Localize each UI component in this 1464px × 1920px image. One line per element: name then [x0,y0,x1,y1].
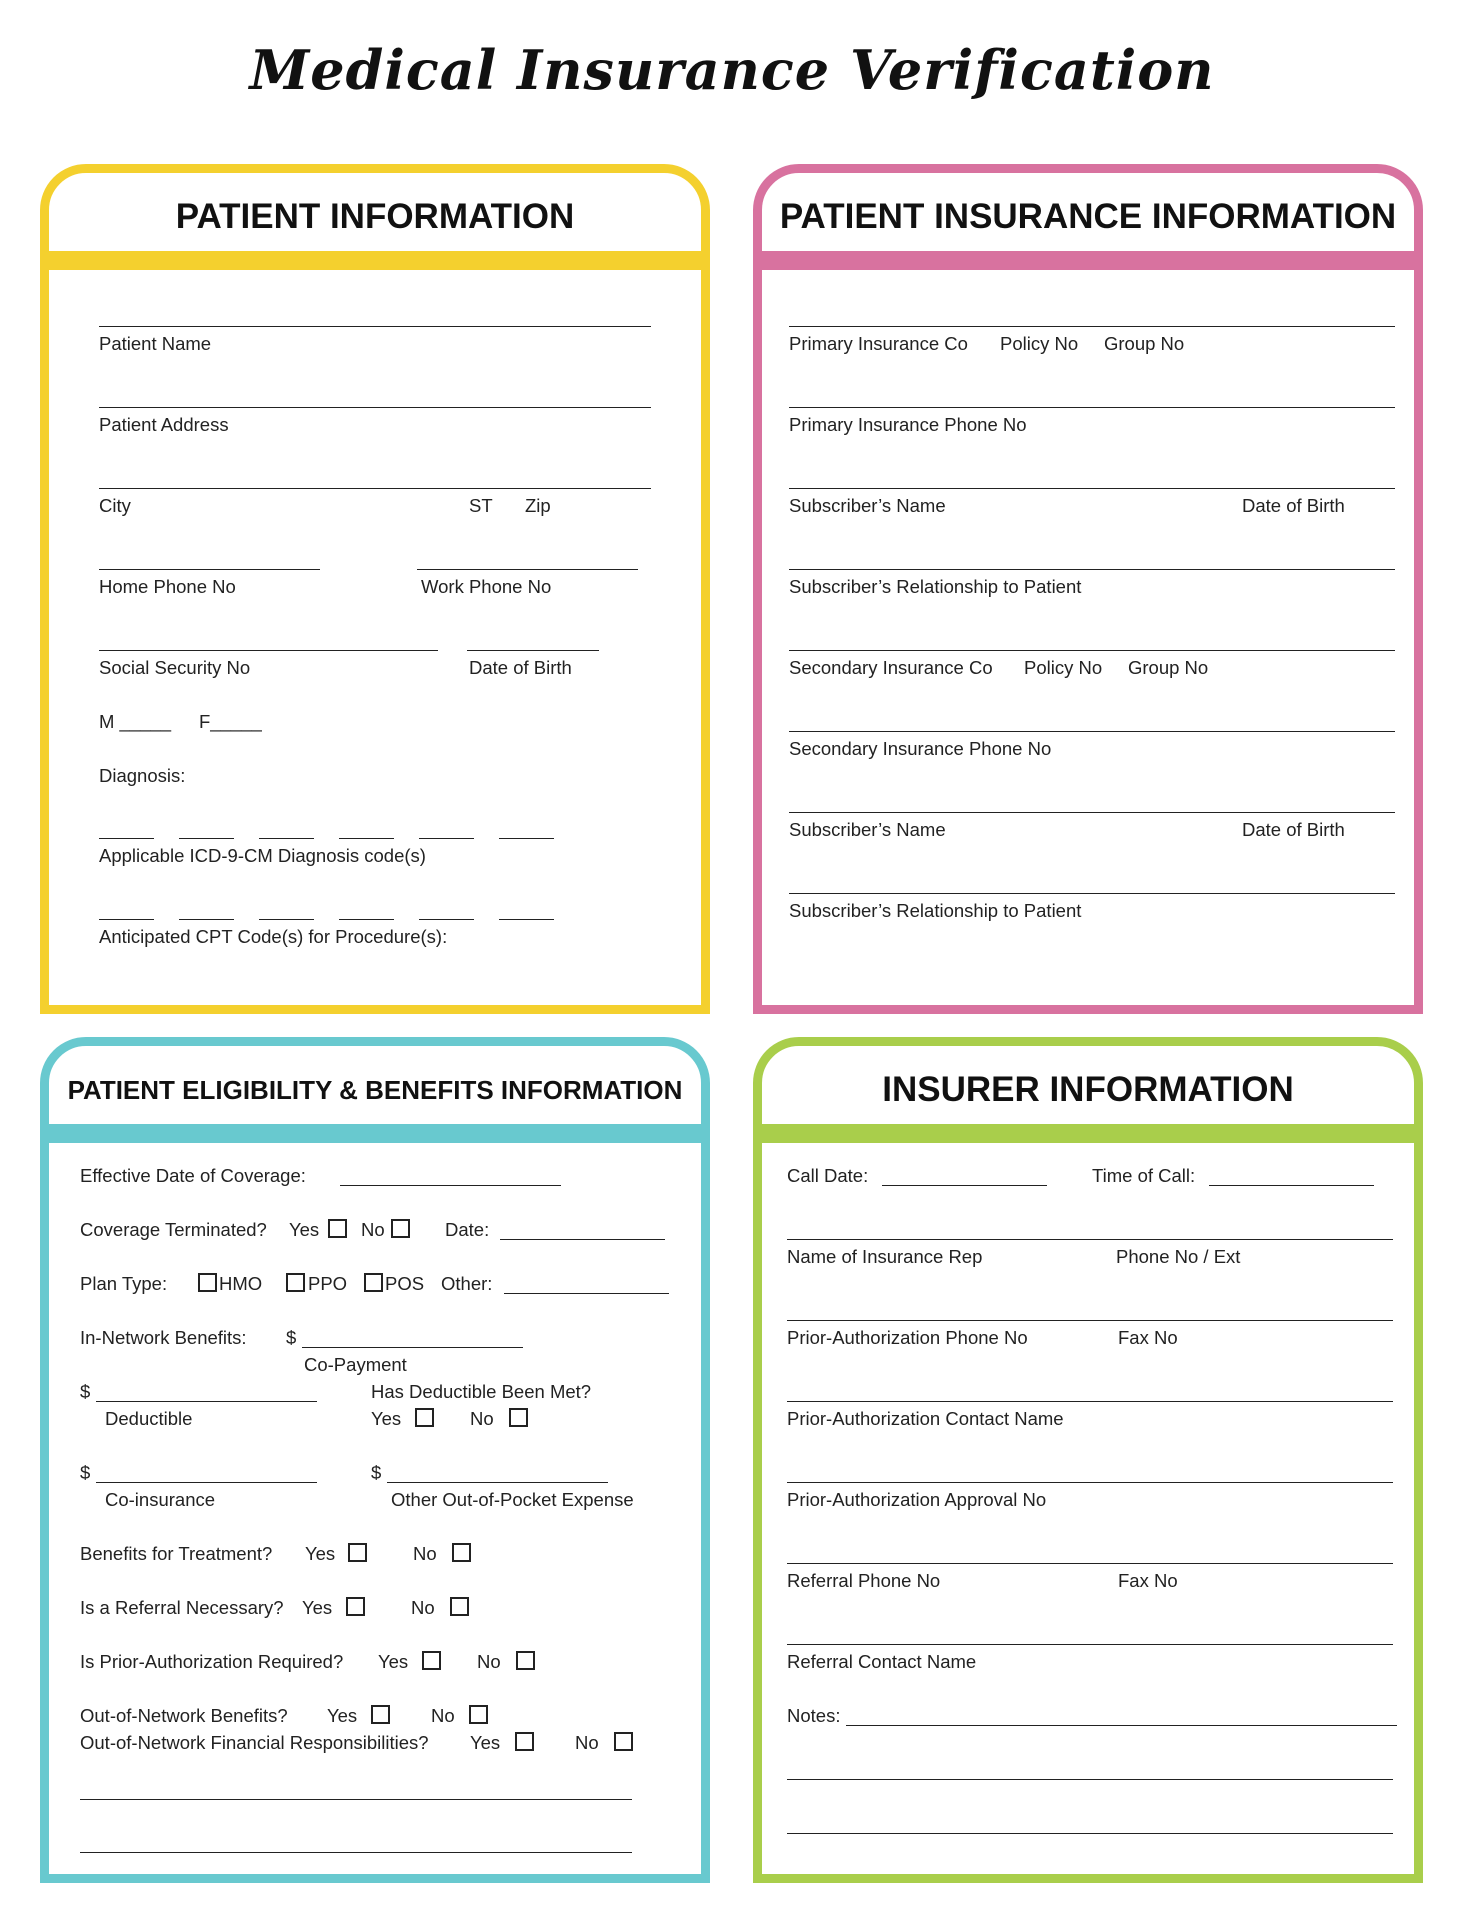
out-network-no-checkbox[interactable] [469,1705,488,1724]
cpt-label: Anticipated CPT Code(s) for Procedure(s): [99,926,448,947]
cpt-code-line[interactable] [259,919,314,920]
out-network-yes-checkbox[interactable] [371,1705,390,1724]
deductible-met-yes-checkbox[interactable] [415,1408,434,1427]
yes-label: Yes [305,1543,336,1564]
page-title: Medical Insurance Verification [249,38,1215,102]
notes-line[interactable] [80,1852,632,1853]
time-of-call-line[interactable] [1209,1185,1374,1186]
call-date-label: Call Date: [787,1165,869,1186]
phone-ext-label: Phone No / Ext [1116,1246,1241,1267]
city-label: City [99,495,131,516]
cpt-code-line[interactable] [339,919,394,920]
relationship-label: Subscriber’s Relationship to Patient [789,576,1082,597]
subscriber-dob-label: Date of Birth [1242,819,1345,840]
work-phone-line[interactable] [417,569,638,570]
out-network-financial-no-checkbox[interactable] [614,1732,633,1751]
insurance-rep-line[interactable] [787,1239,1393,1240]
patient-name-line[interactable] [99,326,651,327]
yes-label: Yes [378,1651,409,1672]
cpt-code-line[interactable] [179,919,234,920]
icd-code-line[interactable] [259,838,314,839]
patient-address-line[interactable] [99,407,651,408]
co-payment-label: Co-Payment [304,1354,407,1375]
city-line[interactable] [99,488,651,489]
time-of-call-label: Time of Call: [1092,1165,1196,1186]
card-title: PATIENT INSURANCE INFORMATION [779,197,1397,236]
prior-auth-phone-line[interactable] [787,1320,1393,1321]
relationship-label: Subscriber’s Relationship to Patient [789,900,1082,921]
dollar-sign: $ [371,1462,382,1483]
zip-label: Zip [525,495,551,516]
policy-no-label: Policy No [1000,333,1079,354]
primary-phone-label: Primary Insurance Phone No [789,414,1027,435]
notes-line[interactable] [80,1799,632,1800]
deductible-line[interactable] [96,1401,317,1402]
icd-code-line[interactable] [339,838,394,839]
coverage-terminated-no-checkbox[interactable] [391,1219,410,1238]
out-network-financial-yes-checkbox[interactable] [515,1732,534,1751]
dollar-sign: $ [286,1327,297,1348]
referral-phone-line[interactable] [787,1563,1393,1564]
icd-code-line[interactable] [179,838,234,839]
ssn-label: Social Security No [99,657,251,678]
fax-no-label: Fax No [1118,1327,1178,1348]
patient-insurance-card [753,164,1423,1014]
eligibility-benefits-card [40,1037,710,1883]
deductible-label: Deductible [105,1408,193,1429]
card-header-band [762,251,1414,270]
prior-auth-contact-label: Prior-Authorization Contact Name [787,1408,1064,1429]
other-label: Other: [441,1273,493,1294]
pos-label: POS [385,1273,425,1294]
home-phone-line[interactable] [99,569,320,570]
insurer-information-card [753,1037,1423,1883]
work-phone-label: Work Phone No [421,576,552,597]
secondary-insurance-co-label: Secondary Insurance Co [789,657,993,678]
prior-auth-approval-label: Prior-Authorization Approval No [787,1489,1047,1510]
notes-line[interactable] [787,1833,1393,1834]
ppo-label: PPO [308,1273,348,1294]
referral-yes-checkbox[interactable] [346,1597,365,1616]
subscriber-name-label: Subscriber’s Name [789,495,946,516]
card-header-band [762,1124,1414,1143]
primary-phone-line[interactable] [789,407,1395,408]
primary-insurance-line[interactable] [789,326,1395,327]
cpt-code-line[interactable] [499,919,554,920]
secondary-insurance-line[interactable] [789,650,1395,651]
referral-phone-label: Referral Phone No [787,1570,941,1591]
home-phone-label: Home Phone No [99,576,236,597]
prior-auth-required-label: Is Prior-Authorization Required? [80,1651,344,1672]
no-label: No [431,1705,455,1726]
ssn-line[interactable] [99,650,438,651]
dollar-sign: $ [80,1381,91,1402]
coverage-terminated-label: Coverage Terminated? [80,1219,267,1240]
prior-auth-approval-line[interactable] [787,1482,1393,1483]
card-title: PATIENT ELIGIBILITY & BENEFITS INFORMATION [67,1075,683,1105]
prior-auth-no-checkbox[interactable] [516,1651,535,1670]
secondary-phone-line[interactable] [789,731,1395,732]
referral-no-checkbox[interactable] [450,1597,469,1616]
fax-no-label: Fax No [1118,1570,1178,1591]
benefits-treatment-yes-checkbox[interactable] [348,1543,367,1562]
termination-date-line[interactable] [500,1239,665,1240]
deductible-met-no-checkbox[interactable] [509,1408,528,1427]
ppo-checkbox[interactable] [286,1273,305,1292]
no-label: No [470,1408,494,1429]
cpt-code-line[interactable] [99,919,154,920]
card-header-band [49,251,701,270]
icd-code-line[interactable] [499,838,554,839]
prior-auth-phone-label: Prior-Authorization Phone No [787,1327,1028,1348]
subscriber-name-label: Subscriber’s Name [789,819,946,840]
hmo-label: HMO [219,1273,263,1294]
co-insurance-line[interactable] [96,1482,317,1483]
hmo-checkbox[interactable] [198,1273,217,1292]
benefits-treatment-label: Benefits for Treatment? [80,1543,273,1564]
referral-contact-line[interactable] [787,1644,1393,1645]
yes-label: Yes [327,1705,358,1726]
effective-date-label: Effective Date of Coverage: [80,1165,306,1186]
subscriber-name-line[interactable] [789,488,1395,489]
co-insurance-label: Co-insurance [105,1489,216,1510]
referral-contact-label: Referral Contact Name [787,1651,977,1672]
icd-code-line[interactable] [419,838,474,839]
benefits-treatment-no-checkbox[interactable] [452,1543,471,1562]
other-oop-label: Other Out-of-Pocket Expense [391,1489,634,1510]
out-network-financial-label: Out-of-Network Financial Responsibilities? [80,1732,429,1753]
prior-auth-yes-checkbox[interactable] [422,1651,441,1670]
prior-auth-contact-line[interactable] [787,1401,1393,1402]
other-oop-line[interactable] [387,1482,608,1483]
dob-line[interactable] [467,650,599,651]
female-field[interactable]: F_____ [199,711,262,732]
male-field[interactable]: M _____ [99,711,171,732]
plan-type-label: Plan Type: [80,1273,168,1294]
no-label: No [411,1597,435,1618]
group-no-label: Group No [1128,657,1209,678]
subscriber-dob-label: Date of Birth [1242,495,1345,516]
policy-no-label: Policy No [1024,657,1103,678]
cpt-code-line[interactable] [419,919,474,920]
card-title: PATIENT INFORMATION [175,197,575,236]
referral-necessary-label: Is a Referral Necessary? [80,1597,284,1618]
yes-label: Yes [289,1219,320,1240]
yes-label: Yes [371,1408,402,1429]
effective-date-line[interactable] [340,1185,561,1186]
rep-name-label: Name of Insurance Rep [787,1246,983,1267]
other-plan-line[interactable] [504,1293,669,1294]
diagnosis-label: Diagnosis: [99,765,186,786]
relationship-line[interactable] [789,893,1395,894]
icd-code-line[interactable] [99,838,154,839]
primary-insurance-co-label: Primary Insurance Co [789,333,968,354]
dollar-sign: $ [80,1462,91,1483]
no-label: No [575,1732,599,1753]
dob-label: Date of Birth [469,657,572,678]
no-label: No [361,1219,385,1240]
no-label: No [413,1543,437,1564]
date-label: Date: [445,1219,490,1240]
coverage-terminated-yes-checkbox[interactable] [328,1219,347,1238]
deductible-met-label: Has Deductible Been Met? [371,1381,592,1402]
yes-label: Yes [470,1732,501,1753]
call-date-line[interactable] [882,1185,1047,1186]
pos-checkbox[interactable] [364,1273,383,1292]
notes-label: Notes: [787,1705,841,1726]
subscriber-name-line[interactable] [789,812,1395,813]
relationship-line[interactable] [789,569,1395,570]
patient-information-card [40,164,710,1014]
out-network-label: Out-of-Network Benefits? [80,1705,288,1726]
no-label: No [477,1651,501,1672]
notes-line[interactable] [846,1725,1397,1726]
card-header-band [49,1124,701,1143]
yes-label: Yes [302,1597,333,1618]
card-title: INSURER INFORMATION [882,1070,1294,1109]
co-payment-line[interactable] [302,1347,523,1348]
st-label: ST [469,495,493,516]
patient-name-label: Patient Name [99,333,212,354]
icd-label: Applicable ICD-9-CM Diagnosis code(s) [99,845,426,866]
secondary-phone-label: Secondary Insurance Phone No [789,738,1052,759]
patient-address-label: Patient Address [99,414,229,435]
notes-line[interactable] [787,1779,1393,1780]
group-no-label: Group No [1104,333,1185,354]
in-network-label: In-Network Benefits: [80,1327,247,1348]
